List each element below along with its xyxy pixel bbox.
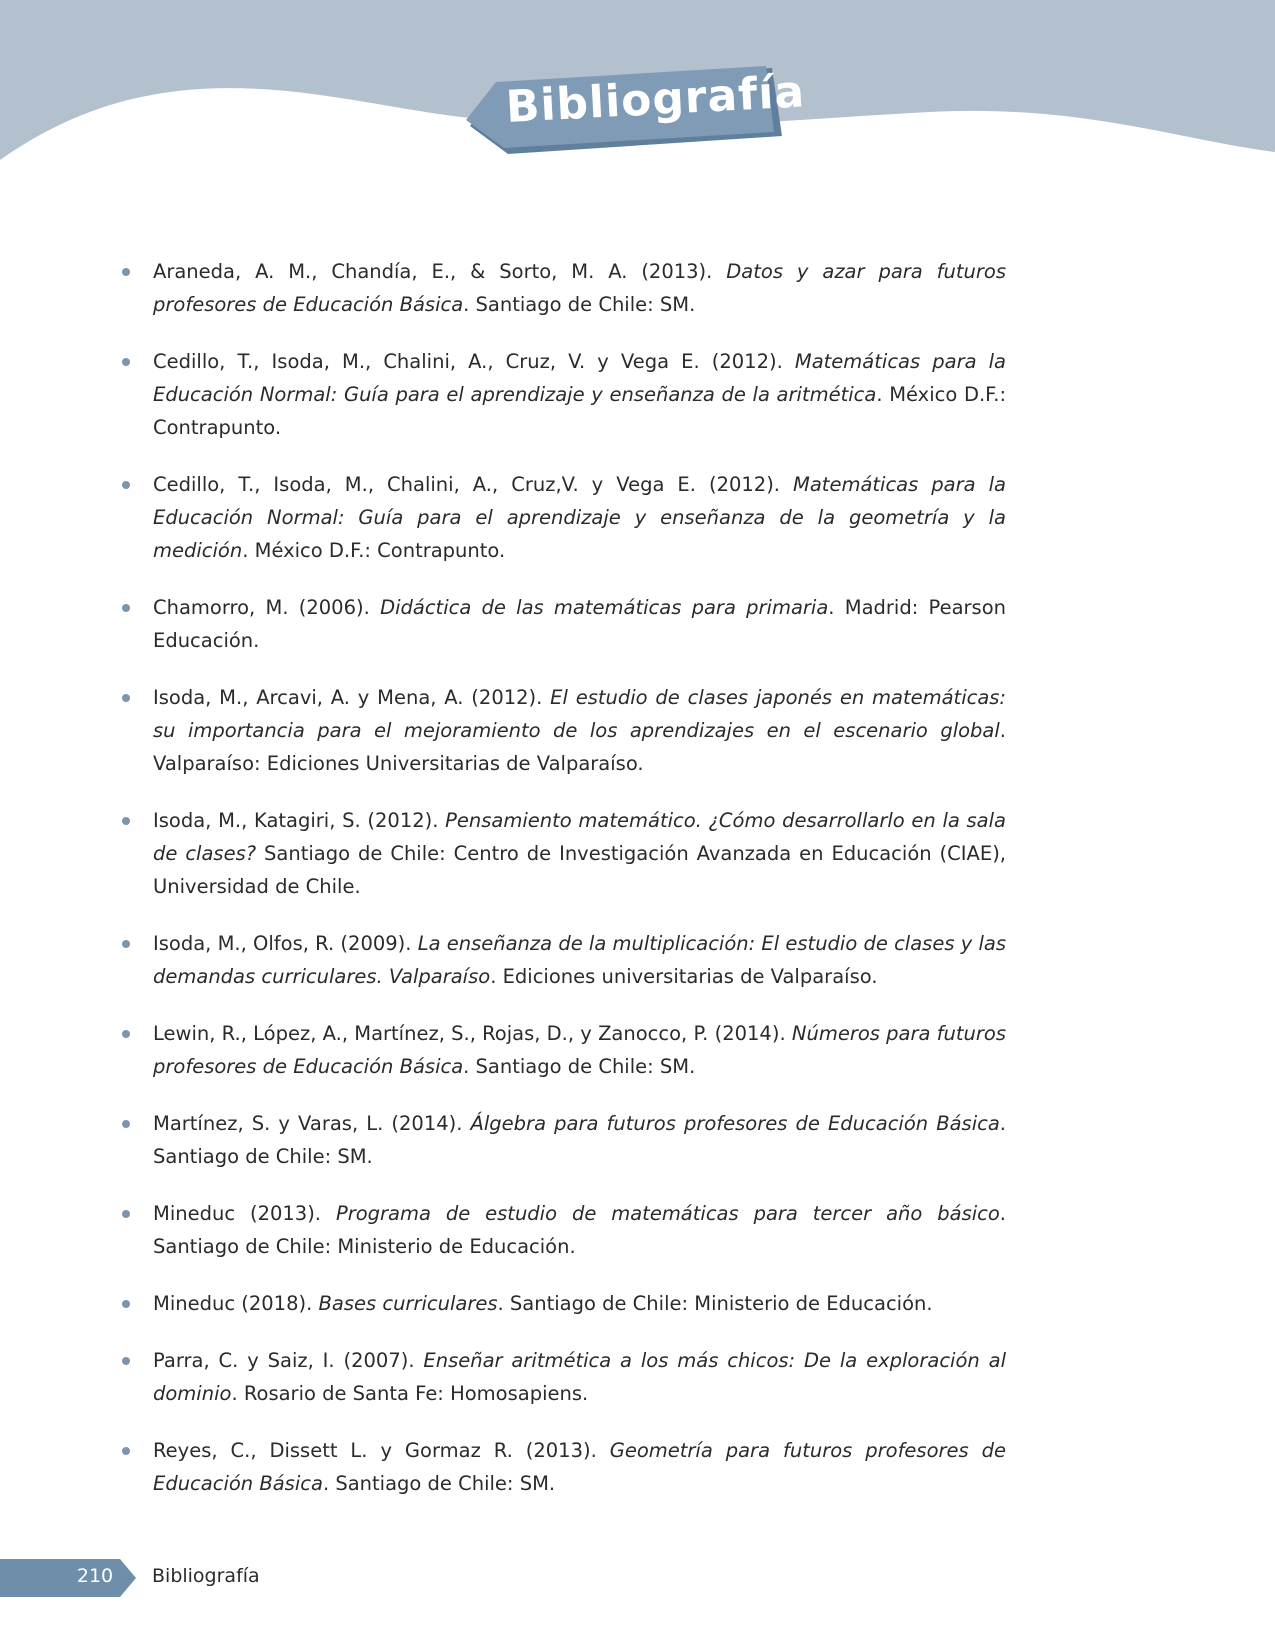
list-item: Mineduc (2018). Bases curriculares. Santiago de Chile: Ministerio de Educación. <box>120 1287 1006 1320</box>
page-number: 210 <box>76 1565 114 1587</box>
bibliography-list <box>120 255 1006 1524</box>
list-item: Cedillo, T., Isoda, M., Chalini, A., Cruz,V. y Vega E. (2012). Matemáticas para la Educación Normal: Guía para el aprendizaje y enseñanza de la geometría y la medición. México D.F.: Contrapunto. <box>120 468 1006 567</box>
list-item: Isoda, M., Arcavi, A. y Mena, A. (2012). El estudio de clases japonés en matemáticas: su importancia para el mejoramiento de los aprendizajes en el escenario global. Valparaíso: Ediciones Universitarias de Valparaíso. <box>120 681 1006 780</box>
list-item: Martínez, S. y Varas, L. (2014). Álgebra para futuros profesores de Educación Básica. Santiago de Chile: SM. <box>120 1107 1006 1173</box>
list-item: Araneda, A. M., Chandía, E., & Sorto, M. A. (2013). Datos y azar para futuros profesores de Educación Básica. Santiago de Chile: SM. <box>120 255 1006 321</box>
list-item: Isoda, M., Katagiri, S. (2012). Pensamiento matemático. ¿Cómo desarrollarlo en la sala de clases? Santiago de Chile: Centro de Investigación Avanzada en Educación (CIAE), Universidad de Chile. <box>120 804 1006 903</box>
list-item: Lewin, R., López, A., Martínez, S., Rojas, D., y Zanocco, P. (2014). Números para futuros profesores de Educación Básica. Santiago de Chile: SM. <box>120 1017 1006 1083</box>
list-item: Chamorro, M. (2006). Didáctica de las matemáticas para primaria. Madrid: Pearson Educación. <box>120 591 1006 657</box>
footer-section-label: Bibliografía <box>152 1565 260 1587</box>
list-item: Reyes, C., Dissett L. y Gormaz R. (2013). Geometría para futuros profesores de Educación Básica. Santiago de Chile: SM. <box>120 1434 1006 1500</box>
list-item: Parra, C. y Saiz, I. (2007). Enseñar aritmética a los más chicos: De la exploración al dominio. Rosario de Santa Fe: Homosapiens. <box>120 1344 1006 1410</box>
page-title: Bibliografía <box>504 66 807 133</box>
list-item: Mineduc (2013). Programa de estudio de matemáticas para tercer año básico. Santiago de Chile: Ministerio de Educación. <box>120 1197 1006 1263</box>
list-item: Cedillo, T., Isoda, M., Chalini, A., Cruz, V. y Vega E. (2012). Matemáticas para la Educación Normal: Guía para el aprendizaje y enseñanza de la aritmética. México D.F.: Contrapunto. <box>120 345 1006 444</box>
list-item: Isoda, M., Olfos, R. (2009). La enseñanza de la multiplicación: El estudio de clases y las demandas curriculares. Valparaíso. Ediciones universitarias de Valparaíso. <box>120 927 1006 993</box>
